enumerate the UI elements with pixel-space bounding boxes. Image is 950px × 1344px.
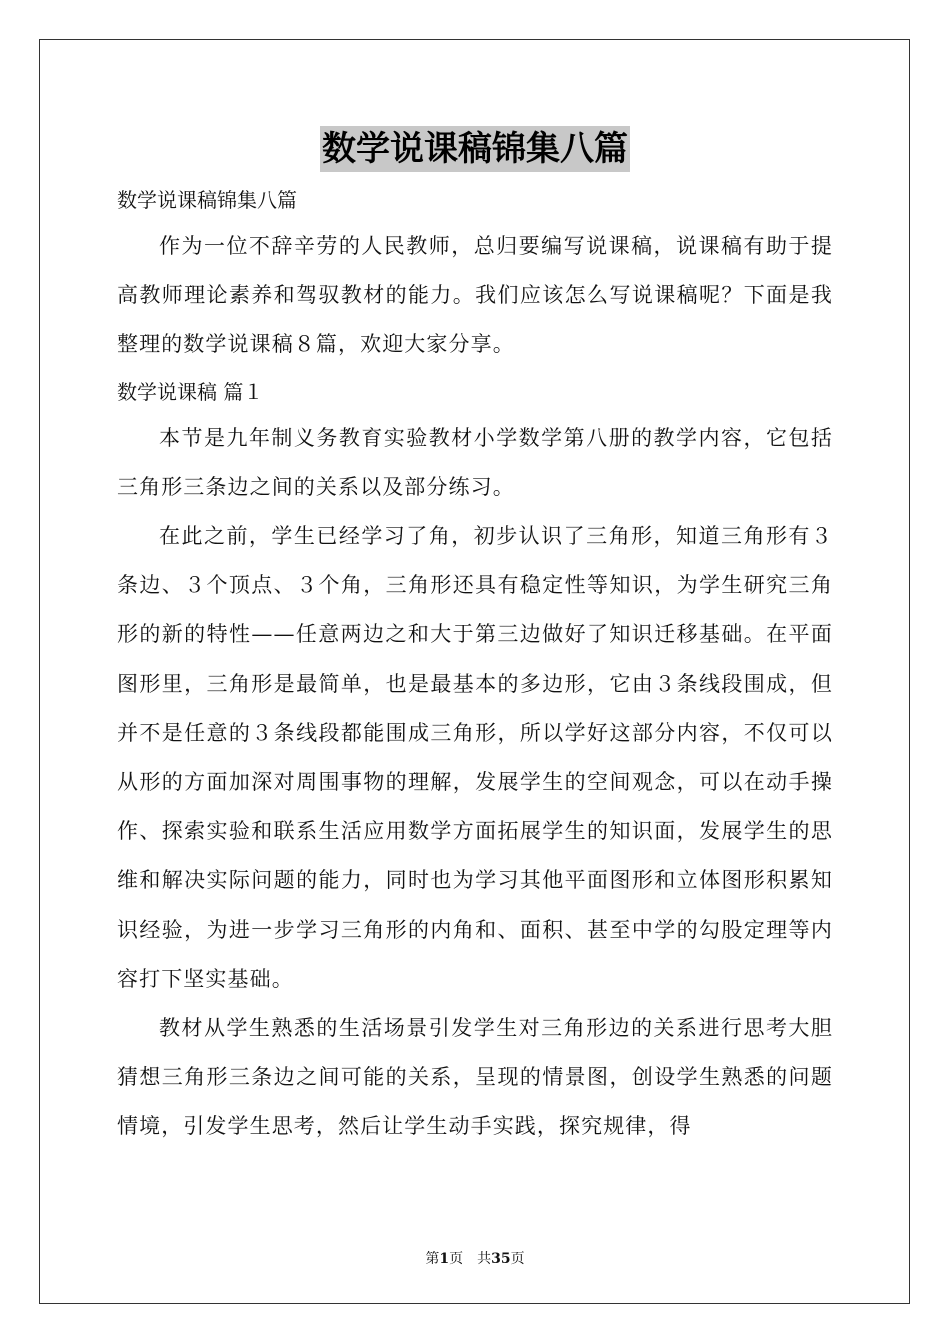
paragraph: 作为一位不辞辛劳的人民教师，总归要编写说课稿，说课稿有助于提高教师理论素养和驾驭教材的能力。我们应该怎么写说课稿呢？下面是我整理的数学说课稿８篇，欢迎大家分享。 <box>117 234 833 357</box>
document-title: 数学说课稿锦集八篇 <box>320 126 630 172</box>
paragraph: 在此之前，学生已经学习了角，初步认识了三角形，知道三角形有３条边、３个顶点、３个角，三角形还具有稳定性等知识，为学生研究三角形的新的特性——任意两边之和大于第三边做好了知识迁移基础。在平面图形里，三角形是最简单，也是最基本的多边形，它由３条线段围成，但并不是任意的３条线段都能围成三角形，所以学好这部分内容，不仅可以从形的方面加深对周围事物的理解，发展学生的空间观念，可以在动手操作、探索实验和联系生活应用数学方面拓展学生的知识面，发展学生的思维和解决实际问题的能力，同时也为学习其他平面图形和立体图形积累知识经验，为进一步学习三角形的内角和、面积、甚至中学的勾股定理等内容打下坚实基础。 <box>117 524 833 991</box>
section-heading: 数学说课稿锦集八篇 <box>117 188 297 212</box>
current-page-number: 1 <box>439 1251 450 1267</box>
title-area <box>0 126 950 172</box>
footer-suffix: 页 <box>510 1251 525 1267</box>
total-page-count: 35 <box>491 1251 511 1267</box>
paragraph: 教材从学生熟悉的生活场景引发学生对三角形边的关系进行思考大胆猜想三角形三条边之间可能的关系，呈现的情景图，创设学生熟悉的问题情境，引发学生思考，然后让学生动手实践，探究规律，得 <box>117 1016 833 1139</box>
document-body <box>117 178 833 1152</box>
page-footer <box>0 1248 950 1268</box>
footer-mid: 页 共 <box>449 1251 492 1267</box>
section-heading: 数学说课稿 篇１ <box>117 379 264 404</box>
footer-prefix: 第 <box>425 1251 440 1267</box>
paragraph: 本节是九年制义务教育实验教材小学数学第八册的教学内容，它包括三角形三条边之间的关系以及部分练习。 <box>117 425 833 499</box>
